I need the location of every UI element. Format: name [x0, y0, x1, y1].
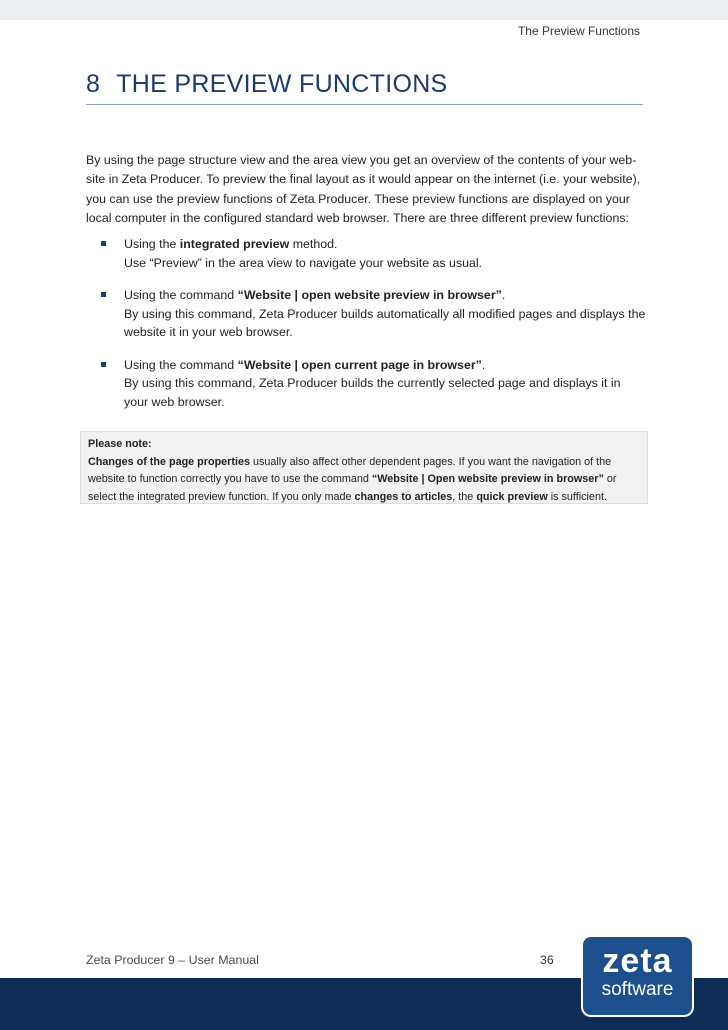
zeta-software-logo — [581, 935, 694, 1017]
note-text-4: is sufficient. — [547, 490, 607, 503]
intro-text: By using the page structure view and the area view you get an overview of the contents of your web-site in Zeta Producer. To preview the final layout as it would appear on the internet (i.e. your website), you can use the preview functions of Zeta Producer. These preview functions are displayed on your local computer in the configured standard web browser. There are three different preview functions: — [86, 153, 641, 226]
item-prefix: Using the command — [124, 288, 238, 302]
item-suffix: . — [501, 288, 506, 302]
list-item — [86, 235, 648, 272]
footer-manual-title: Zeta Producer 9 – User Manual — [86, 953, 259, 967]
bullet-square-icon — [101, 362, 106, 367]
top-band — [0, 0, 728, 20]
note-heading: Please note: — [88, 438, 152, 450]
note-bold-2: “Website | Open website preview in browser” — [371, 473, 604, 485]
note-bold-1: Changes of the page properties — [88, 455, 250, 468]
item-description: By using this command, Zeta Producer builds automatically all modified pages and displays the website it in your web browser. — [124, 306, 646, 339]
running-header: The Preview Functions — [517, 24, 640, 38]
chapter-title-text: THE PREVIEW FUNCTIONS — [116, 70, 448, 98]
intro-paragraph — [86, 151, 648, 229]
bullet-square-icon — [101, 241, 106, 246]
item-suffix: method. — [289, 237, 338, 251]
preview-functions-list — [86, 235, 648, 425]
chapter-title — [86, 70, 448, 99]
item-bold: “Website | open current page in browser” — [237, 357, 482, 372]
note-bold-3: changes to articles — [354, 490, 453, 503]
note-text-1: usually also affect other dependent pages. If you want the navigation of the website to function correctly you have to use the command — [88, 455, 612, 485]
item-prefix: Using the command — [124, 357, 238, 372]
item-bold: integrated preview — [179, 237, 290, 251]
item-suffix: . — [481, 357, 486, 372]
note-text-3: , the — [452, 490, 477, 503]
bullet-square-icon — [101, 292, 106, 297]
list-item — [86, 286, 648, 342]
page-number: 36 — [540, 953, 554, 967]
logo-word-software: software — [601, 979, 674, 1000]
item-description: By using this command, Zeta Producer builds the currently selected page and displays it in your web browser. — [124, 376, 621, 409]
note-body — [88, 454, 640, 507]
chapter-number: 8 — [86, 70, 101, 98]
logo-word-zeta: zeta — [602, 942, 673, 980]
list-item — [86, 356, 648, 412]
note-bold-4: quick preview — [476, 490, 548, 503]
item-bold: “Website | open website preview in browser” — [237, 288, 502, 302]
note-text-2: or select the integrated preview function. If you only made — [88, 473, 617, 503]
title-divider — [86, 104, 643, 105]
item-description: Use “Preview” in the area view to navigate your website as usual. — [124, 255, 483, 270]
item-prefix: Using the — [124, 237, 180, 251]
note-box — [80, 431, 648, 504]
